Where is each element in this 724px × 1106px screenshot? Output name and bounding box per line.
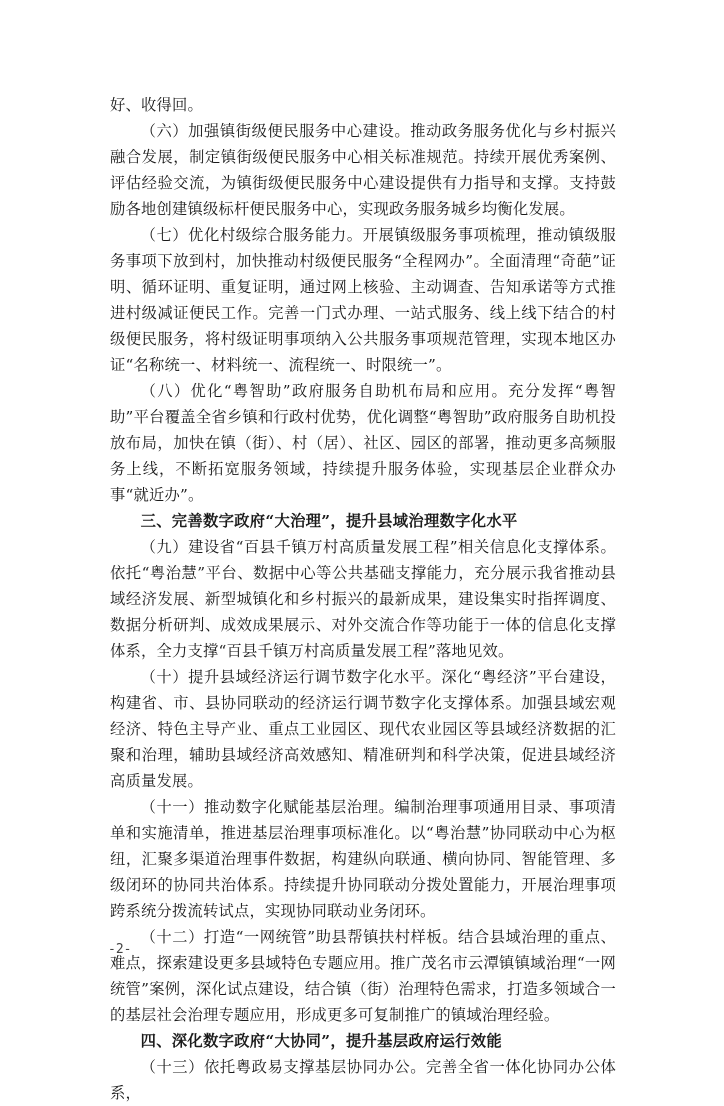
paragraph-item-9: （九）建设省“百县千镇万村高质量发展工程”相关信息化支撑体系。依托“粤治慧”平台、数据中心等公共基础支撑能力，充分展示我省推动县域经济发展、新型城镇化和乡村振兴的最新成果，建设集实时指挥调度、数据分析研判、成效成果展示、对外交流合作等功能于一体的信息化支撑体系，全力支撑“百县千镇万村高质量发展工程”落地见效。 <box>110 538 616 660</box>
paragraph-item-10: （十）提升县域经济运行调节数字化水平。深化“粤经济”平台建设，构建省、市、县协同联动的经济运行调节数字化支撑体系。加强县域宏观经济、特色主导产业、重点工业园区、现代农业园区等县域经济数据的汇聚和治理，辅助县域经济高效感知、精准研判和科学决策，促进县域经济高质量发展。 <box>110 668 616 790</box>
paragraph-item-8: （八）优化“粤智助”政府服务自助机布局和应用。充分发挥“粤智助”平台覆盖全省乡镇和行政村优势，优化调整“粤智助”政府服务自助机投放布局，加快在镇（街）、村（居）、社区、园区的部署，推动更多高频服务上线，不断拓宽服务领域，持续提升服务体验，实现基层企业群众办事“就近办”。 <box>110 382 616 504</box>
paragraph-item-13: （十三）依托粤政易支撑基层协同办公。完善全省一体化协同办公体系， <box>110 1058 616 1102</box>
section-heading-3: 三、完善数字政府“大治理”，提升县域治理数字化水平 <box>140 512 518 530</box>
document-page <box>110 92 616 1106</box>
paragraph-item-12: （十二）打造“一网统管”助县帮镇扶村样板。结合县域治理的重点、难点，探索建设更多县域特色专题应用。推广茂名市云潭镇镇域治理“一网统管”案例，深化试点建设，结合镇（街）治理特色需求，打造多领域合一的基层社会治理专题应用，形成更多可复制推广的镇域治理经验。 <box>110 928 616 1024</box>
paragraph-item-11: （十一）推动数字化赋能基层治理。编制治理事项通用目录、事项清单和实施清单，推进基层治理事项标准化。以“粤治慧”协同联动中心为枢纽，汇聚多渠道治理事件数据，构建纵向联通、横向协同、智能管理、多级闭环的协同共治体系。持续提升协同联动分拨处置能力，开展治理事项跨系统分拨流转试点，实现协同联动业务闭环。 <box>110 798 616 920</box>
paragraph-item-6: （六）加强镇街级便民服务中心建设。推动政务服务优化与乡村振兴融合发展，制定镇街级便民服务中心相关标准规范。持续开展优秀案例、评估经验交流，为镇街级便民服务中心建设提供有力指导和支撑。支持鼓励各地创建镇级标杆便民服务中心，实现政务服务城乡均衡化发展。 <box>110 122 616 218</box>
paragraph-continuation: 好、收得回。 <box>110 96 203 114</box>
section-heading-4: 四、深化数字政府“大协同”，提升基层政府运行效能 <box>140 1032 502 1050</box>
page-number: -2- <box>108 942 132 957</box>
paragraph-item-7: （七）优化村级综合服务能力。开展镇级服务事项梳理，推动镇级服务事项下放到村，加快推动村级便民服务“全程网办”。全面清理“奇葩”证明、循环证明、重复证明，通过网上核验、主动调查、告知承诺等方式推进村级减证便民工作。完善一门式办理、一站式服务、线上线下结合的村级便民服务，将村级证明事项纳入公共服务事项规范管理，实现本地区办证“名称统一、材料统一、流程统一、时限统一”。 <box>110 226 616 374</box>
